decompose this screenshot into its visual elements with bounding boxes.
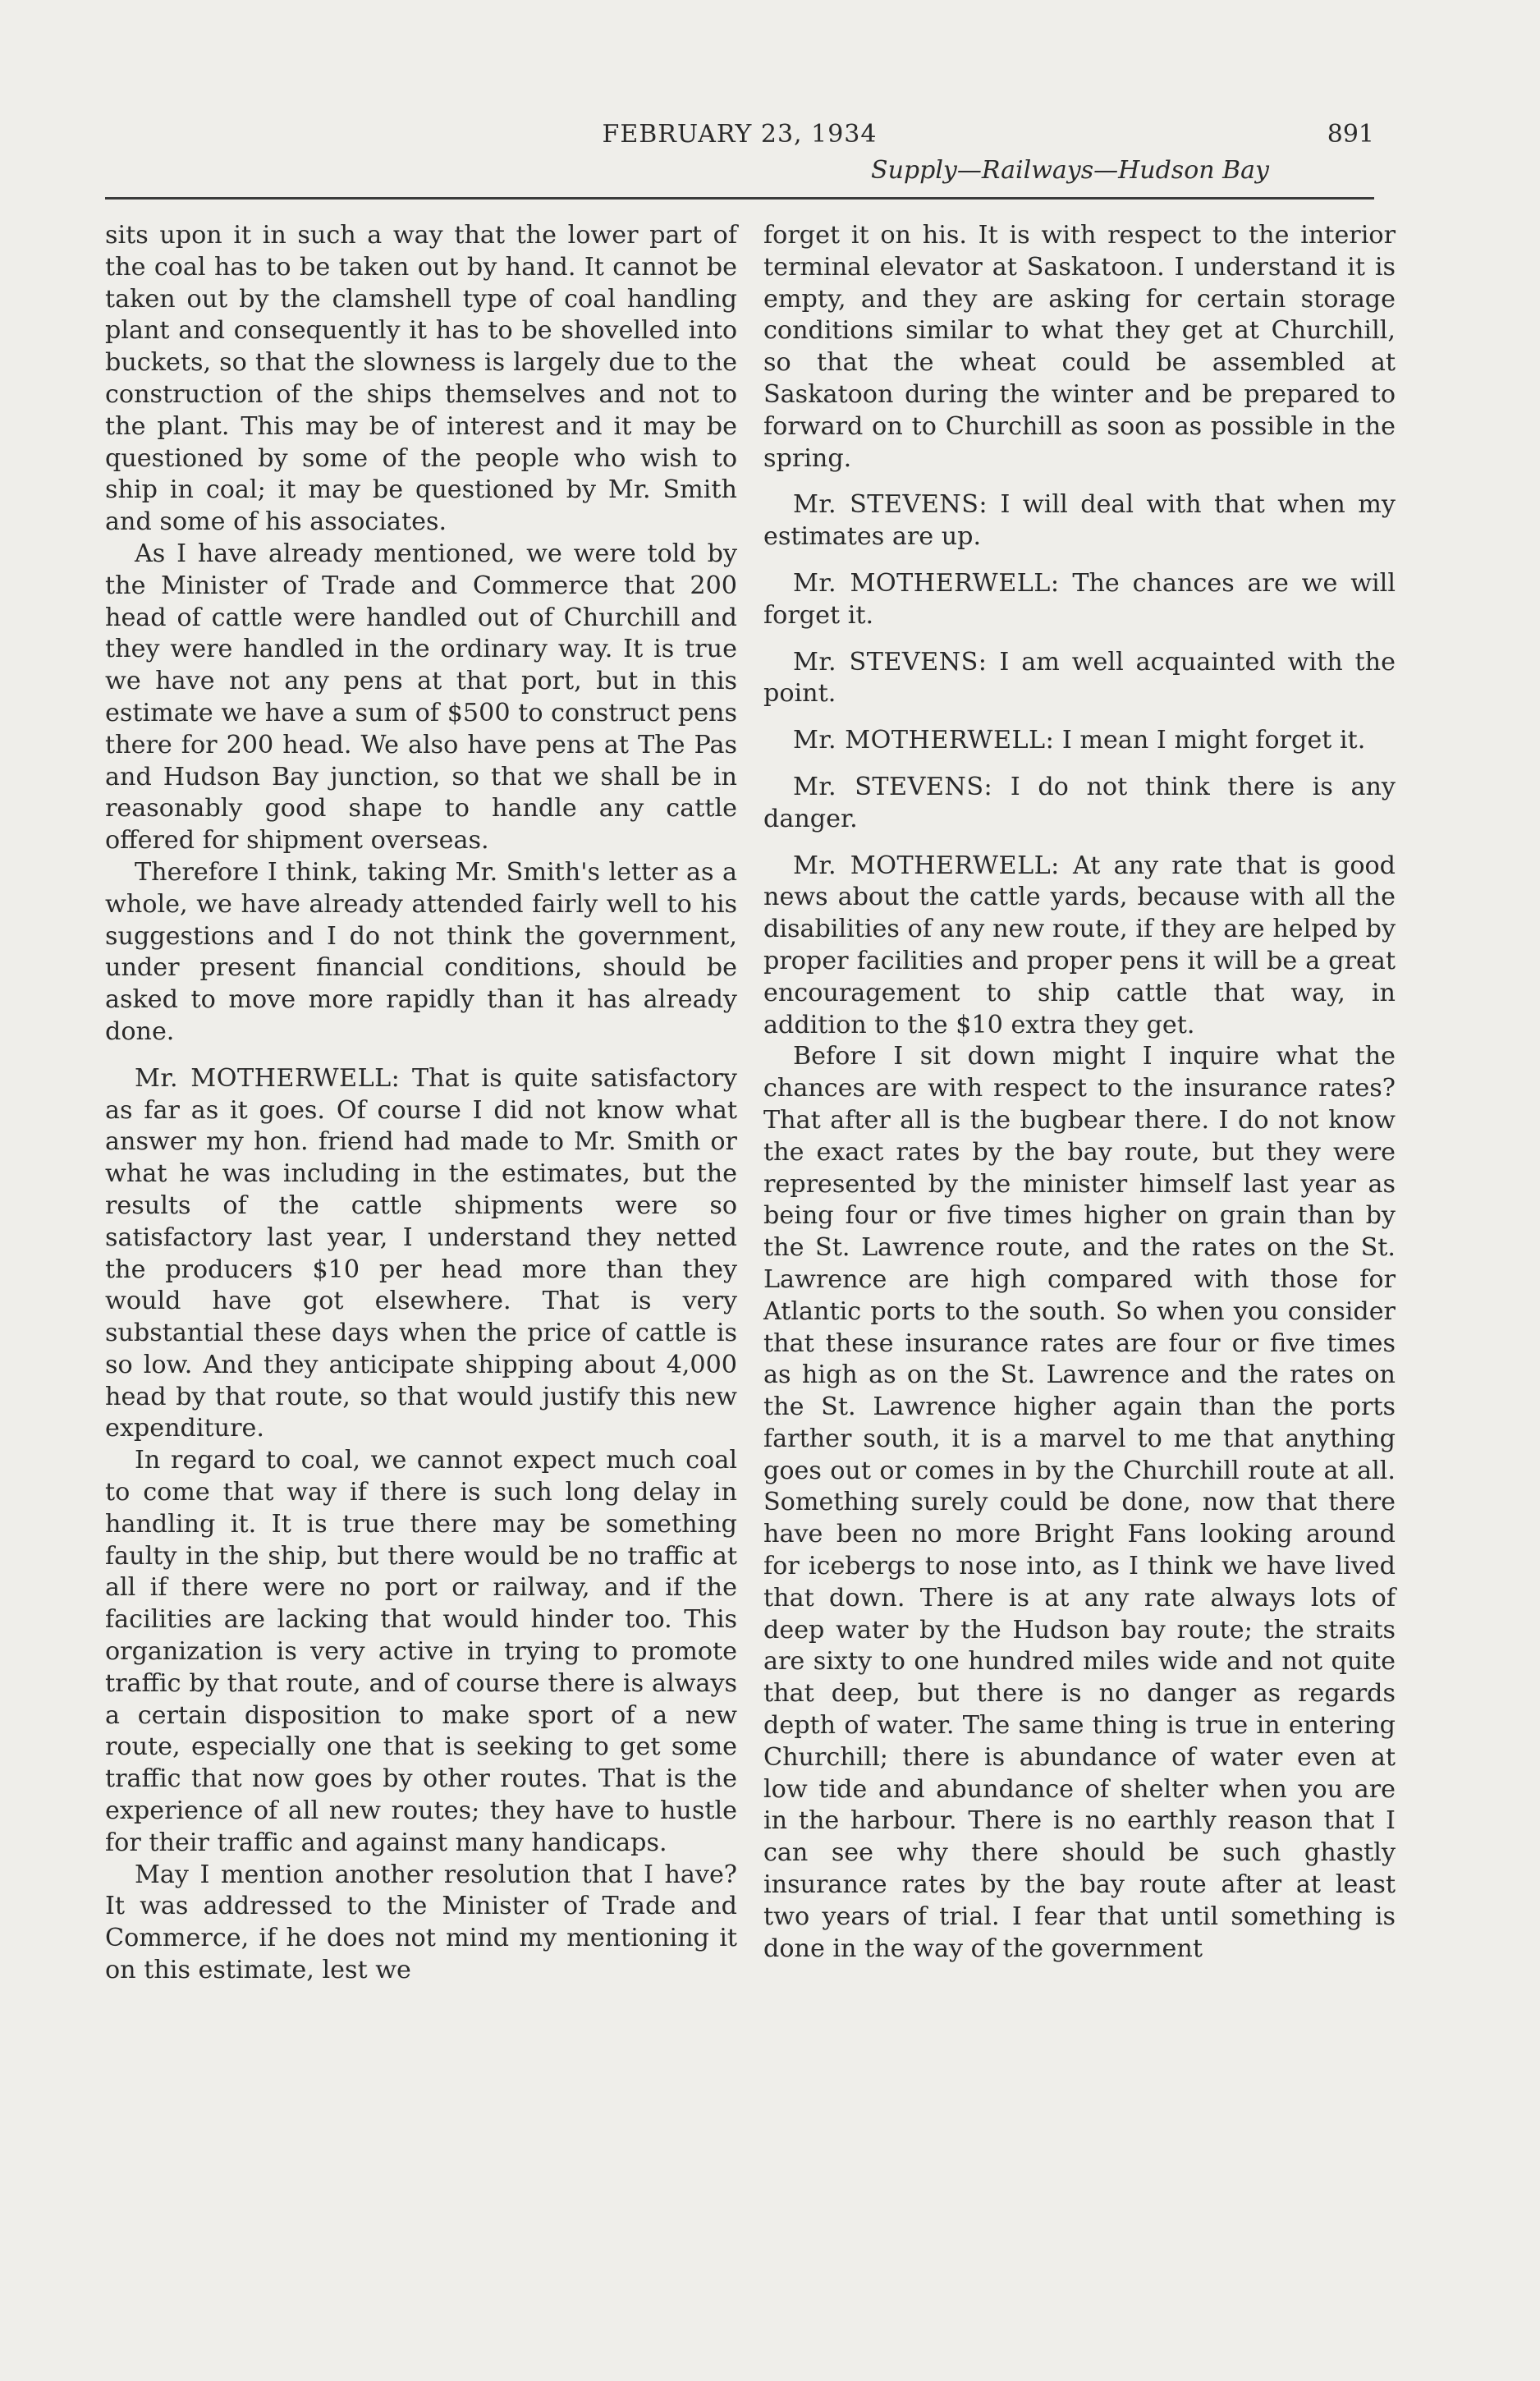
speaker-name: Mr. MOTHERWELL: [793,851,1060,880]
page-number: 891 [1327,120,1374,149]
paragraph [105,1063,737,1446]
paragraph-text: sits upon it in such a way that the lower part of the coal has to be taken out by hand. It cannot be taken out by the clamshell type of coal handling plant and consequently it has to be shovelled into buckets, so that the slowness is largely due to the construction of the ships themselves and not to the plant. This may be of interest and it may be questioned by some of the people who wish to ship in coal; it may be questioned by Mr. Smith and some of his associates. [105,221,737,537]
speaker-name: Mr. STEVENS: [793,490,988,520]
paragraph [763,1041,1396,1965]
paragraph-text: At any rate that is good news about the cattle yards, because with all the disabilities of any new route, if they are helped by proper facilities and proper pens it will be a great encouragement to ship cattle that way, in addition to the $10 extra they get. [763,851,1396,1039]
paragraph-text: That is quite satisfactory as far as it goes. Of course I did not know what answer my hon. friend had made to Mr. Smith or what he was including in the estimates, but the results of the cattle shipments were so satisfactory last year, I understand they netted the producers $10 per head more than they would have got elsewhere. That is very substantial these days when the price of cattle is so low. And they anticipate shipping about 4,000 head by that route, so that would justify this new expenditure. [105,1063,737,1443]
page-header [105,115,1374,205]
header-subject: Supply—Railways—Hudson Bay [871,156,1269,185]
speaker-name: Mr. MOTHERWELL: [793,568,1060,598]
speaker-name: Mr. STEVENS: [793,772,993,801]
paragraph [763,220,1396,475]
paragraph-text: In regard to coal, we cannot expect much coal to come that way if there is such long delay in handling it. It is true there may be something faulty in the ship, but there would be no traffic at all if there were no port or railway, and if the facilities are lacking that would hinder too. This organization is very active in trying to promote traffic by that route, and of course there is always a certain disposition to make sport of a new route, especially one that is seeking to get some traffic that now goes by other routes. That is the experience of all new routes; they have to hustle for their traffic and against many handicaps. [105,1446,737,1857]
paragraph [105,857,737,1048]
paragraph [763,725,1396,757]
paragraph-text: The chances are we will forget it. [763,568,1396,630]
paragraph-text: I mean I might forget it. [1061,726,1366,755]
speaker-name: Mr. MOTHERWELL: [135,1063,401,1093]
speaker-name: Mr. STEVENS: [793,647,988,677]
paragraph-text: I do not think there is any danger. [763,772,1396,833]
right-column [763,220,1396,1965]
paragraph [763,851,1396,1042]
paragraph-text: Before I sit down might I inquire what the chances are with respect to the insurance rates? That after all is the bugbear there. I do not know the exact rates by the bay route, but they were represented by the minister himself last year as being four or five times higher on grain than by the St. Lawrence route, and the rates on the St. Lawrence are high compared with those for Atlantic ports to the south. So when you consider that these insurance rates are four or five times as high as on the St. Lawrence and the rates on the St. Lawrence higher again than the ports farther south, it is a marvel to me that anything goes out or comes in by the Churchill route at all. Something surely could be done, now that there have been no more Bright Fans looking around for icebergs to nose into, as I think we have lived that down. There is at any rate always lots of deep water by the Hudson bay route; the straits are sixty to one hundred miles wide and not quite that deep, but there is no danger as regards depth of water. The same thing is true in entering Churchill; there is abundance of water even at low tide and abundance of shelter when you are in the harbour. There is no earthly reason that I can see why there should be such ghastly insurance rates by the bay route after at least two years of trial. I fear that until something is done in the way of the government [763,1042,1396,1963]
speaker-name: Mr. MOTHERWELL: [793,726,1055,755]
paragraph [105,539,737,857]
paragraph [105,220,737,539]
paragraph-text: forget it on his. It is with respect to the interior terminal elevator at Saskatoon. I understand it is empty, and they are asking for certain storage conditions similar to what they get at Churchill, so that the wheat could be assembled at Saskatoon during the winter and be prepared to forward on to Churchill as soon as possible in the spring. [763,221,1396,473]
paragraph [763,647,1396,711]
header-rule [105,197,1374,200]
paragraph [763,568,1396,632]
paragraph-text: Therefore I think, taking Mr. Smith's letter as a whole, we have already attended fairly well to his suggestions and I do not think the government, under present financial conditions, should be asked to move more rapidly than it has already done. [105,857,737,1046]
paragraph [763,489,1396,553]
paragraph-text: I will deal with that when my estimates are up. [763,490,1396,552]
left-column [105,220,737,1987]
paragraph-text: May I mention another resolution that I have? It was addressed to the Minister of Trade and Commerce, if he does not mind my mentioning it on this estimate, lest we [105,1860,737,1985]
paragraph [105,1860,737,1987]
header-date: FEBRUARY 23, 1934 [602,120,878,149]
paragraph-text: As I have already mentioned, we were told by the Minister of Trade and Commerce that 200 head of cattle were handled out of Churchill and they were handled in the ordinary way. It is true we have not any pens at that port, but in this estimate we have a sum of $500 to construct pens there for 200 head. We also have pens at The Pas and Hudson Bay junction, so that we shall be in reasonably good shape to handle any cattle offered for shipment overseas. [105,539,737,856]
paragraph [763,772,1396,836]
paragraph-text: I am well acquainted with the point. [763,647,1396,709]
paragraph [105,1445,737,1859]
